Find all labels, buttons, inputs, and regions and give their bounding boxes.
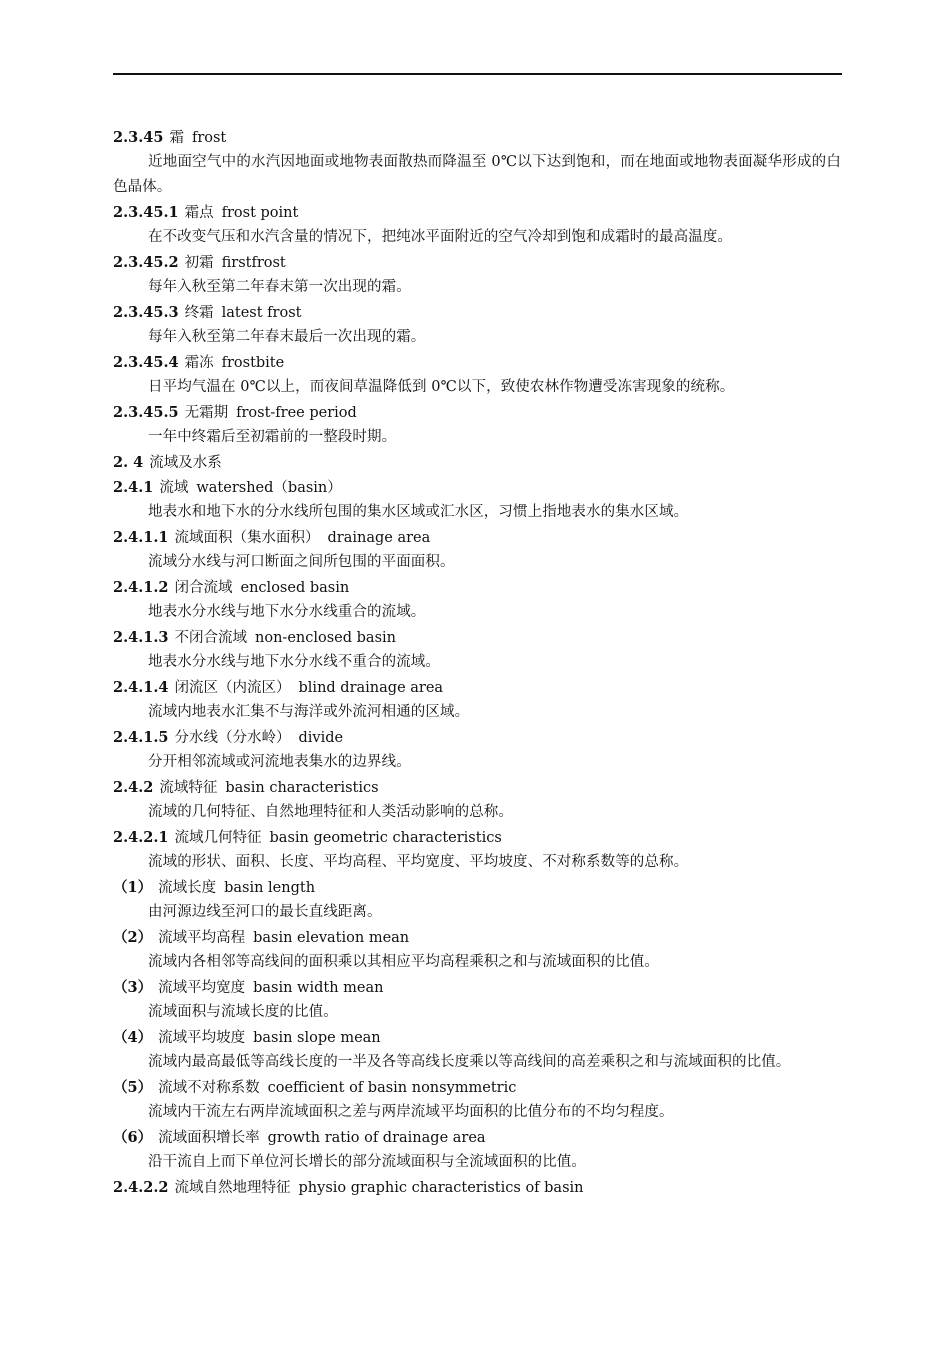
entry-term-en: latest frost [221, 305, 302, 321]
entry-term-zh: 闭流区（内流区） [174, 680, 291, 696]
entry-heading [113, 300, 841, 325]
entry-definition: 流域的形状、面积、长度、平均高程、平均宽度、平均坡度、不对称系数等的总称。 [148, 854, 689, 870]
entry-definition: 地表水和地下水的分水线所包围的集水区域或汇水区，习惯上指地表水的集水区域。 [148, 504, 689, 520]
entry-heading [113, 875, 841, 900]
entry-term-en: frostbite [221, 355, 285, 371]
entry-definition: 一年中终霜后至初霜前的一整段时期。 [148, 429, 397, 445]
entry-term-zh: 流域及水系 [149, 455, 222, 471]
entry-term-zh: 无霜期 [184, 405, 229, 421]
glossary-body [113, 125, 841, 1200]
entry-heading [113, 525, 841, 550]
entry-definition: 流域内各相邻等高线间的面积乘以其相应平均高程乘积之和与流域面积的比值。 [148, 954, 659, 970]
entry-number: 2.3.45.3 [113, 304, 179, 321]
entry-definition: 流域内干流左右两岸流域面积之差与两岸流域平均面积的比值分布的不均匀程度。 [148, 1104, 674, 1120]
entry-term-zh: 闭合流域 [174, 580, 233, 596]
entry-definition: 日平均气温在 0℃以上，而夜间草温降低到 0℃以下，致使农林作物遭受冻害现象的统称。 [148, 379, 735, 395]
entry-number: （3） [113, 979, 153, 996]
entry-heading [113, 675, 841, 700]
entry-heading [113, 1125, 841, 1150]
entry-number: 2.4.1.5 [113, 729, 169, 746]
entry-number: （2） [113, 929, 153, 946]
entry-number: 2.4.2 [113, 779, 154, 796]
entry-definition: 每年入秋至第二年春末最后一次出现的霜。 [148, 329, 426, 345]
entry-term-en: watershed（basin） [196, 480, 342, 496]
entry-definition: 分开相邻流域或河流地表集水的边界线。 [148, 754, 411, 770]
entry-term-en: blind drainage area [298, 680, 444, 696]
entry-term-zh: 霜 [169, 130, 184, 146]
entry-definition: 流域分水线与河口断面之间所包围的平面面积。 [148, 554, 455, 570]
entry-term-zh: 流域几何特征 [174, 830, 262, 846]
header-rule [113, 73, 842, 75]
entry-definition: 每年入秋至第二年春末第一次出现的霜。 [148, 279, 411, 295]
entry-term-en: frost [191, 130, 227, 146]
entry-heading [113, 125, 841, 150]
entry-term-en: drainage area [327, 530, 431, 546]
entry-number: （5） [113, 1079, 153, 1096]
entry-number: 2.3.45 [113, 129, 164, 146]
entry-term-en: divide [298, 730, 344, 746]
entry-definition: 流域内地表水汇集不与海洋或外流河相通的区域。 [148, 704, 470, 720]
entry-definition: 地表水分水线与地下水分水线不重合的流域。 [148, 654, 440, 670]
entry-term-zh: 分水线（分水岭） [174, 730, 291, 746]
entry-term-en: non-enclosed basin [255, 630, 396, 646]
entry-heading [113, 725, 841, 750]
entry-number: 2.3.45.2 [113, 254, 179, 271]
entry-term-zh: 不闭合流域 [174, 630, 248, 646]
entry-term-en: basin width mean [253, 980, 384, 996]
entry-term-zh: 流域平均宽度 [158, 980, 246, 996]
entry-term-zh: 流域 [159, 480, 189, 496]
entry-heading [113, 1175, 841, 1200]
entry-number: 2.4.2.1 [113, 829, 169, 846]
entry-heading [113, 1025, 841, 1050]
entry-term-en: basin elevation mean [253, 930, 410, 946]
entry-definition: 近地面空气中的水汽因地面或地物表面散热而降温至 0℃以下达到饱和，而在地面或地物表面凝华形成的白色晶体。 [113, 154, 841, 195]
entry-number: 2.3.45.1 [113, 204, 179, 221]
entry-number: 2.3.45.4 [113, 354, 179, 371]
entry-number: 2.4.1.2 [113, 579, 169, 596]
entry-term-zh: 流域特征 [159, 780, 218, 796]
entry-heading [113, 350, 841, 375]
entry-term-zh: 流域长度 [158, 880, 217, 896]
entry-number: （1） [113, 879, 153, 896]
entry-number: 2.4.1.1 [113, 529, 169, 546]
entry-number: 2. 4 [113, 454, 144, 471]
entry-term-zh: 初霜 [184, 255, 214, 271]
entry-term-en: physio graphic characteristics of basin [298, 1180, 584, 1196]
entry-term-en: basin characteristics [225, 780, 379, 796]
entry-definition: 由河源边线至河口的最长直线距离。 [148, 904, 382, 920]
entry-definition: 流域面积与流域长度的比值。 [148, 1004, 338, 1020]
entry-number: 2.4.1 [113, 479, 154, 496]
entry-heading [113, 475, 841, 500]
entry-term-zh: 流域自然地理特征 [174, 1180, 291, 1196]
entry-heading [113, 400, 841, 425]
entry-term-zh: 流域不对称系数 [158, 1080, 260, 1096]
entry-term-zh: 流域面积增长率 [158, 1130, 260, 1146]
entry-number: 2.3.45.5 [113, 404, 179, 421]
entry-number: 2.4.1.3 [113, 629, 169, 646]
entry-term-zh: 流域平均坡度 [158, 1030, 246, 1046]
entry-heading [113, 975, 841, 1000]
entry-term-zh: 霜冻 [184, 355, 214, 371]
entry-definition: 流域内最高最低等高线长度的一半及各等高线长度乘以等高线间的高差乘积之和与流域面积的比值。 [148, 1054, 791, 1070]
entry-term-en: frost-free period [236, 405, 357, 421]
entry-term-en: basin length [224, 880, 316, 896]
entry-definition: 流域的几何特征、自然地理特征和人类活动影响的总称。 [148, 804, 513, 820]
entry-definition: 地表水分水线与地下水分水线重合的流域。 [148, 604, 426, 620]
entry-heading [113, 450, 841, 475]
entry-term-en: coefficient of basin nonsymmetric [267, 1080, 517, 1096]
entry-term-en: frost point [221, 205, 299, 221]
entry-heading [113, 925, 841, 950]
entry-term-zh: 终霜 [184, 305, 214, 321]
entry-heading [113, 200, 841, 225]
entry-term-en: basin slope mean [253, 1030, 381, 1046]
entry-definition: 沿干流自上而下单位河长增长的部分流域面积与全流域面积的比值。 [148, 1154, 586, 1170]
entry-number: （6） [113, 1129, 153, 1146]
entry-term-en: enclosed basin [240, 580, 350, 596]
entry-heading [113, 625, 841, 650]
entry-number: 2.4.2.2 [113, 1179, 169, 1196]
entry-heading [113, 775, 841, 800]
entry-term-en: firstfrost [221, 255, 286, 271]
entry-term-zh: 流域面积（集水面积） [174, 530, 320, 546]
entry-heading [113, 1075, 841, 1100]
entry-number: （4） [113, 1029, 153, 1046]
entry-definition: 在不改变气压和水汽含量的情况下，把纯冰平面附近的空气冷却到饱和成霜时的最高温度。 [148, 229, 732, 245]
entry-heading [113, 250, 841, 275]
entry-number: 2.4.1.4 [113, 679, 169, 696]
entry-term-zh: 霜点 [184, 205, 214, 221]
entry-term-zh: 流域平均高程 [158, 930, 246, 946]
entry-term-en: growth ratio of drainage area [267, 1130, 486, 1146]
entry-term-en: basin geometric characteristics [269, 830, 502, 846]
entry-heading [113, 825, 841, 850]
entry-heading [113, 575, 841, 600]
